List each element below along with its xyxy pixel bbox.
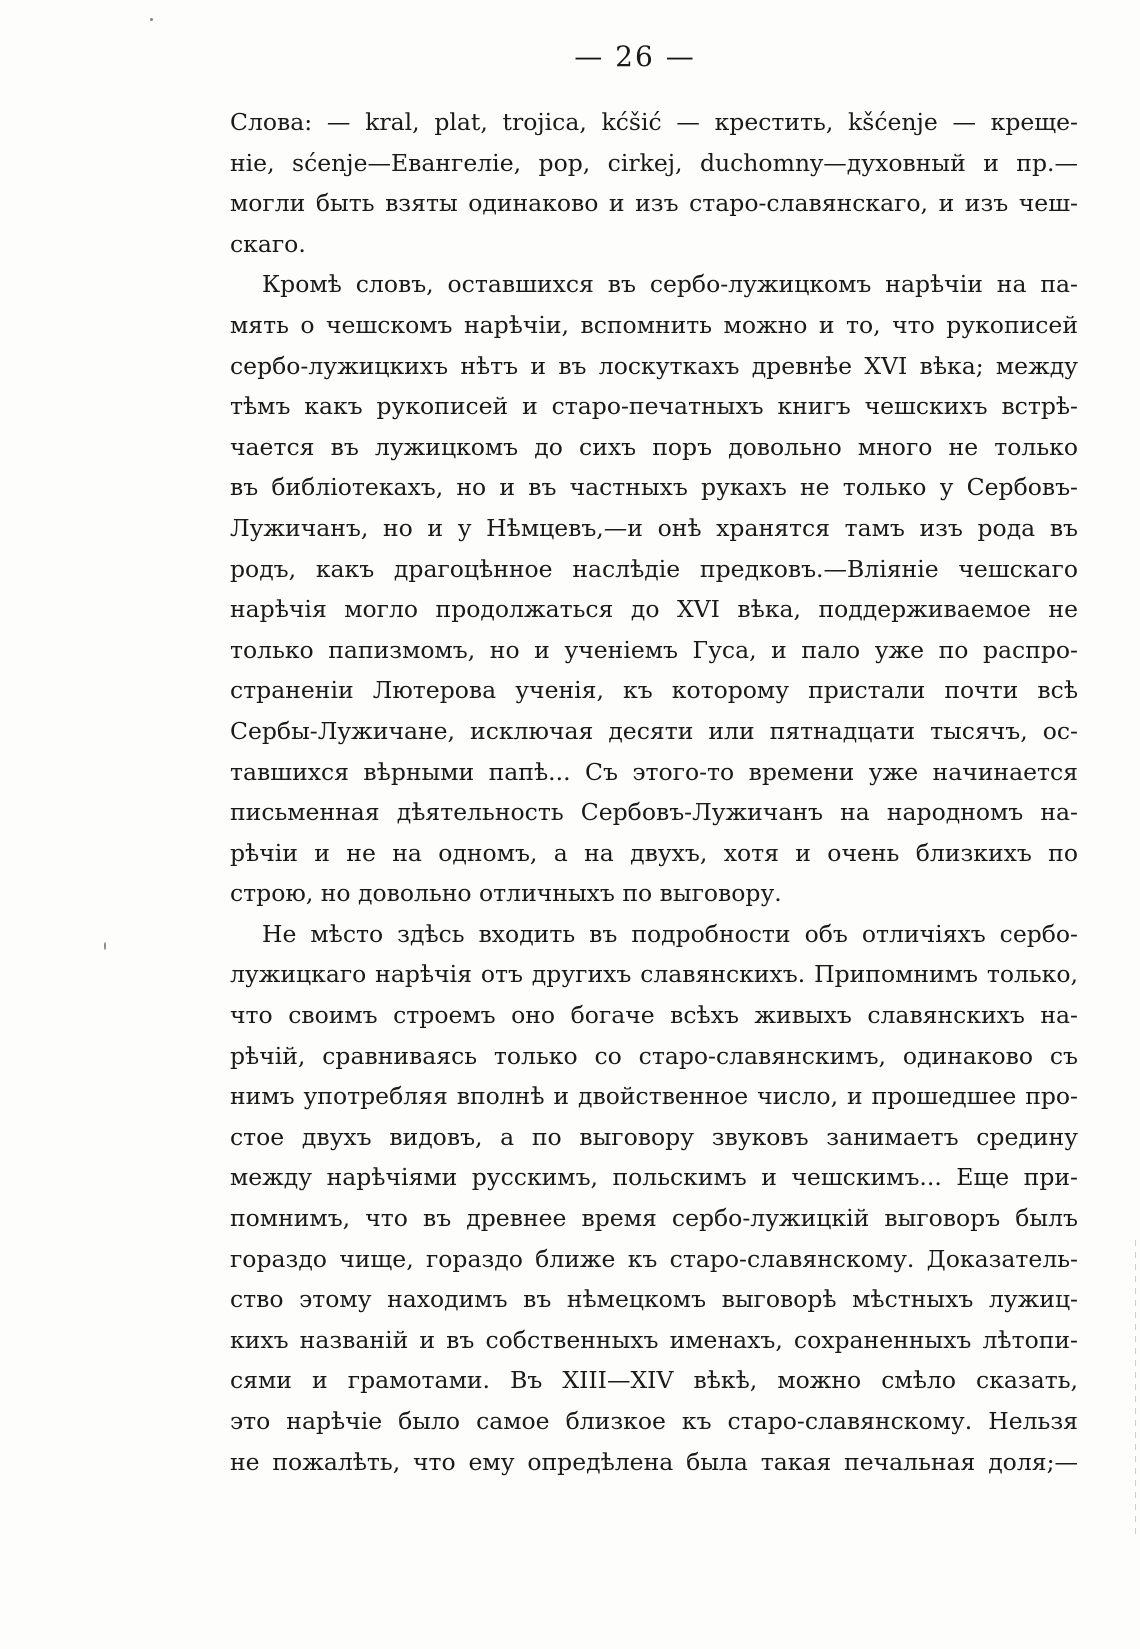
text-line: стое двухъ видовъ, а по выговору звуковъ занимаетъ средину [230,1122,1078,1151]
text-line: тѣмъ какъ рукописей и старо-печатныхъ книгъ чешскихъ встрѣ- [230,392,1078,421]
text-line: Слова: — kral, plat, trojica, kćšić — крестить, kšćenje — крещe- [230,108,1078,136]
text-line: рѣчій, сравниваясь только со старо-славянскимъ, одинаково съ [230,1041,1078,1070]
text-line: что своимъ строемъ оно богаче всѣхъ живыхъ славянскихъ на- [230,1001,1078,1030]
text-line: ство этому находимъ въ нѣмецкомъ выговорѣ мѣстныхъ лужиц- [230,1285,1078,1314]
scan-speck [150,18,153,21]
text-line: нарѣчія могло продолжаться до XVI вѣка, поддерживаемое не [230,595,1078,624]
text-line: это нарѣчіе было самое близкое къ старо-славянскому. Нельзя [230,1407,1078,1435]
text-line: лужицкаго нарѣчія отъ другихъ славянскихъ. Припомнимъ только, [230,960,1078,989]
text-line: строю, но довольно отличныхъ по выговору. [230,879,782,908]
text-line: сербо-лужицкихъ нѣтъ и въ лоскуткахъ древнѣе XVI вѣка; между [230,351,1078,380]
text-line: между нарѣчіями русскимъ, польскимъ и чешскимъ... Еще при- [230,1163,1078,1192]
body-text [230,102,1078,1482]
text-line: скаго. [230,229,306,258]
text-line: Кромѣ словъ, оставшихся въ сербо-лужицкомъ нарѣчіи на па- [262,270,1078,299]
text-line: тавшихся вѣрными папѣ... Съ этого-то времени уже начинается [230,757,1078,786]
text-line: кихъ названій и въ собственныхъ именахъ, сохраненныхъ лѣтопи- [230,1325,1078,1354]
text-line: гораздо чище, гораздо ближе къ старо-славянскому. Доказатель- [230,1244,1078,1273]
paragraph-3 [230,914,1078,1482]
scan-speck [104,942,106,950]
scan-edge-mark [1135,1240,1136,1540]
text-line: мять о чешскомъ нарѣчіи, вспомнить можно и то, что рукописей [230,310,1078,339]
paragraph-1 [230,102,1078,264]
text-line: Лужичанъ, но и у Нѣмцевъ,—и онѣ хранятся тамъ изъ рода въ [230,513,1078,542]
text-line: не пожалѣть, что ему опредѣлена была такая печальная доля;— [230,1447,1078,1476]
text-line: чается въ лужицкомъ до сихъ поръ довольно много не только [230,432,1078,461]
text-line: сями и грамотами. Въ XIII—XIV вѣкѣ, можно смѣло сказать, [230,1366,1078,1395]
text-line: ніе, sćenje—Евангеліе, pop, cirkej, duchomny—духовный и пр.— [230,148,1078,177]
text-line: помнимъ, что въ древнее время сербо-лужицкій выговоръ былъ [230,1204,1078,1233]
text-line: нимъ употребляя вполнѣ и двойственное число, и прошедшее про- [230,1082,1078,1111]
text-line: письменная дѣятельность Сербовъ-Лужичанъ на народномъ на- [230,798,1078,827]
text-line: страненіи Лютерова ученія, къ которому пристали почти всѣ [230,676,1078,705]
text-line: Не мѣсто здѣсь входить въ подробности объ отличіяхъ сербо- [262,919,1078,948]
text-line: рѣчіи и не на одномъ, а на двухъ, хотя и очень близкихъ по [230,838,1078,867]
text-line: въ библіотекахъ, но и въ частныхъ рукахъ не только у Сербовъ- [230,473,1078,502]
text-line: могли быть взяты одинаково и изъ старо-славянскаго, и изъ чеш- [230,189,1078,218]
text-line: родъ, какъ драгоцѣнное наслѣдіе предковъ.—Вліяніе чешскаго [230,554,1078,583]
paragraph-2 [230,264,1078,914]
text-line: только папизмомъ, но и ученіемъ Гуса, и пало уже по распро- [230,635,1078,664]
text-line: Сербы-Лужичане, исключая десяти или пятнадцати тысячъ, ос- [230,716,1078,745]
page-number: — 26 — [574,40,696,73]
